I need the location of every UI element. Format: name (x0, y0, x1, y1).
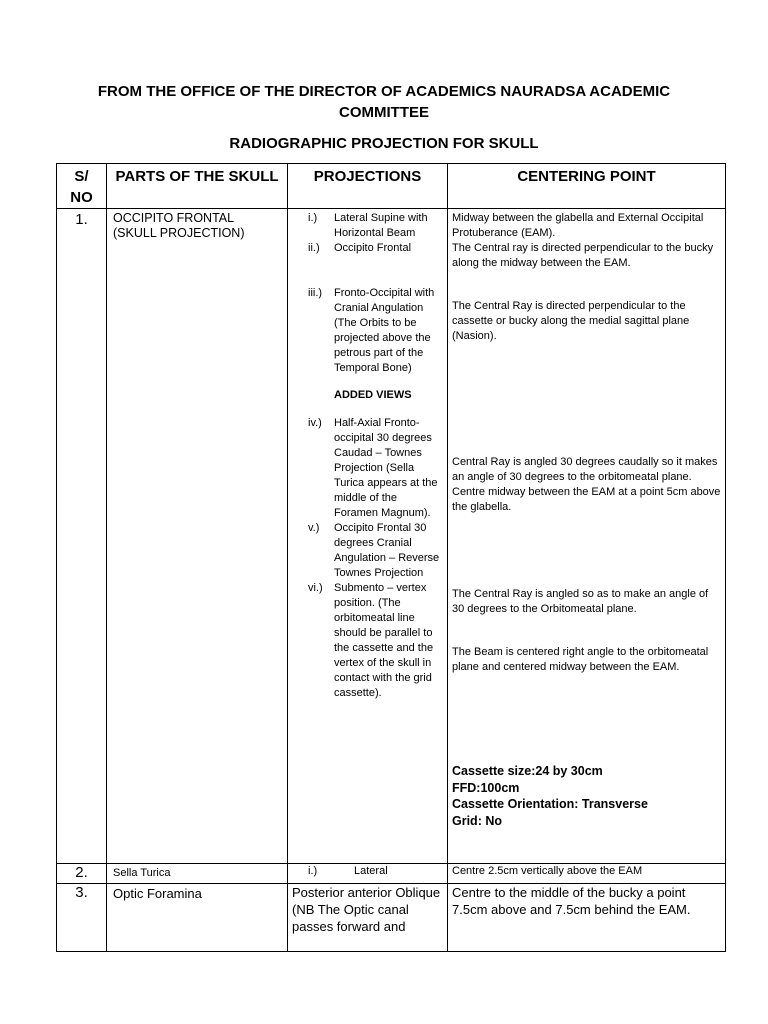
cassette-size: Cassette size:24 by 30cm (452, 764, 603, 778)
projection-item: ii.) Occipito Frontal (308, 242, 412, 254)
centering-point-1: Midway between the glabella and External Occipital Protuberance (EAM). (452, 212, 704, 239)
row-number: 3. (57, 884, 107, 952)
projection-item: i.) Lateral Supine with Horizontal Beam (308, 212, 428, 239)
centering-point-6: The Beam is centered right angle to the orbitomeatal plane and centered midway between the EAM. (452, 646, 709, 673)
ffd: FFD:100cm (452, 780, 520, 795)
projection-item: i.) Lateral (308, 865, 388, 877)
row-number: 2. (57, 864, 107, 884)
projection-item: iii.) Fronto-Occipital with Cranial Angulation (The Orbits to be projected above the petrous part of the Temporal Bone) (308, 287, 435, 374)
projection-item: vi.) Submento – vertex position. (The orbitomeatal line should be parallel to the cassette and the vertex of the skull in contact with the grid cassette). (308, 582, 434, 699)
table-header-row (57, 164, 726, 209)
document-subtitle: RADIOGRAPHIC PROJECTION FOR SKULL (229, 135, 539, 152)
centering-point-3: The Central Ray is directed perpendicular to the cassette or bucky along the medial sagittal plane (Nasion). (452, 300, 690, 342)
centering-point-4: Central Ray is angled 30 degrees caudally so it makes an angle of 30 degrees to the orbitomeatal plane. Centre midway between the EAM at a point 5cm above the glabella. (452, 456, 721, 513)
header-line-2: COMMITTEE (339, 104, 429, 121)
col-header-projections: PROJECTIONS (288, 164, 448, 209)
projection-item: v.) Occipito Frontal 30 degrees Cranial Angulation – Reverse Townes Projection (308, 522, 440, 579)
table-row (57, 884, 726, 952)
header-line-1: FROM THE OFFICE OF THE DIRECTOR OF ACADEMICS NAURADSA ACADEMIC (97, 83, 671, 100)
centering-cell: Centre to the middle of the bucky a point 7.5cm above and 7.5cm behind the EAM. (448, 884, 726, 952)
projection-item: iv.) Half-Axial Fronto-occipital 30 degrees Caudad – Townes Projection (Sella Turica appears at the middle of the Foramen Magnum). (308, 417, 438, 519)
col-header-centering: CENTERING POINT (448, 164, 726, 209)
centering-point-5: The Central Ray is angled so as to make an angle of 30 degrees to the Orbitomeatal plane. (452, 588, 709, 615)
table-row (57, 864, 726, 884)
skull-part-cell: Sella Turica (107, 864, 288, 884)
centering-point-2: The Central ray is directed perpendicular to the bucky along the midway between the EAM. (452, 242, 714, 269)
col-header-sno: S/ NO (57, 164, 107, 209)
projections-cell: Posterior anterior Oblique (NB The Optic canal passes forward and (288, 884, 448, 952)
skull-part-cell: OCCIPITO FRONTAL (SKULL PROJECTION) (107, 209, 288, 864)
centering-cell (448, 209, 726, 864)
added-views-label: ADDED VIEWS (334, 389, 412, 401)
table-row (57, 209, 726, 864)
row-number: 1. (57, 209, 107, 864)
col-header-parts: PARTS OF THE SKULL (107, 164, 288, 209)
skull-part-cell: Optic Foramina (107, 884, 288, 952)
projection-table (56, 163, 726, 952)
grid-setting: Grid: No (452, 813, 502, 828)
cassette-orientation: Cassette Orientation: Transverse (452, 797, 648, 811)
projections-cell (288, 209, 448, 864)
centering-cell: Centre 2.5cm vertically above the EAM (448, 864, 726, 884)
projections-cell (288, 864, 448, 884)
